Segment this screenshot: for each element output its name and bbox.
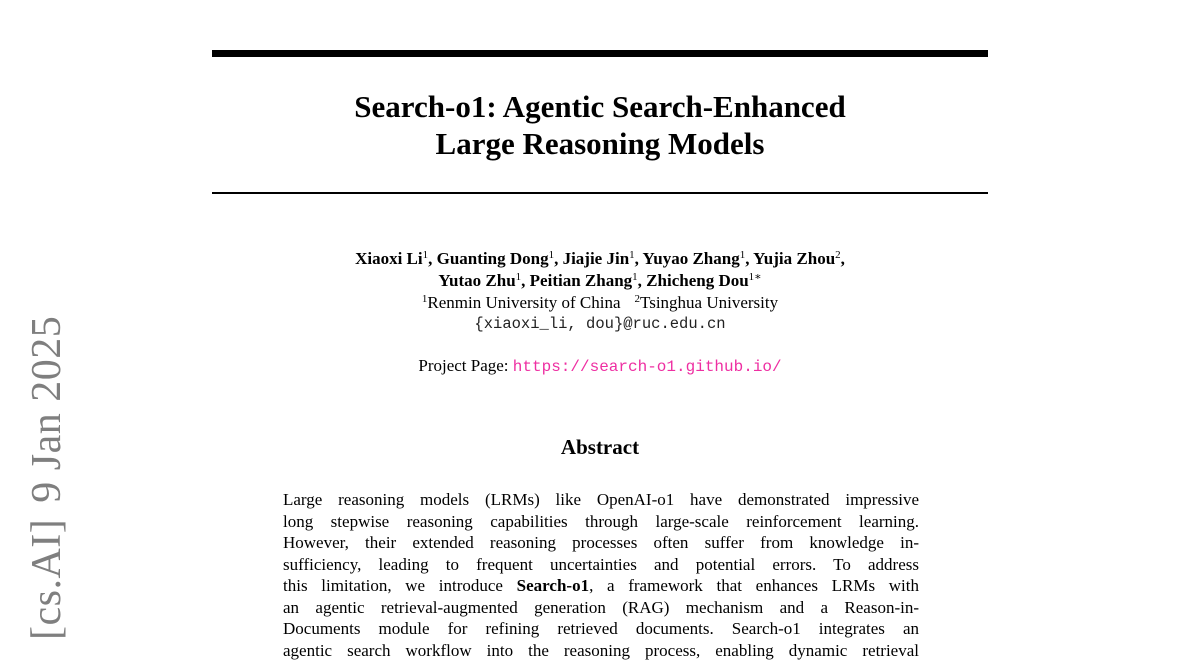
author-name: Jiajie Jin bbox=[563, 249, 630, 268]
affiliation-name: Tsinghua University bbox=[640, 293, 778, 312]
abstract-line: However, their extended reasoning processes often suffer from knowledge in- bbox=[283, 532, 919, 554]
author-affil-mark: 1∗ bbox=[749, 271, 762, 283]
arxiv-side-stamp bbox=[23, 316, 71, 640]
affiliation-mark: 1 bbox=[422, 293, 428, 305]
author-affil-mark: 1 bbox=[629, 249, 635, 261]
project-page bbox=[212, 356, 988, 376]
project-page-link[interactable]: https://search-o1.github.io/ bbox=[513, 358, 782, 376]
author-name: Zhicheng Dou bbox=[646, 271, 749, 290]
author-separator: , bbox=[554, 249, 563, 268]
affiliation-name: Renmin University of China bbox=[427, 293, 620, 312]
author-name: Peitian Zhang bbox=[530, 271, 633, 290]
author-name: Xiaoxi Li bbox=[355, 249, 423, 268]
author-affil-mark: 1 bbox=[549, 249, 555, 261]
contact-email: {xiaoxi_li, dou}@ruc.edu.cn bbox=[212, 315, 988, 333]
abstract-body bbox=[283, 489, 919, 661]
title-top-rule bbox=[212, 50, 988, 57]
arxiv-date: 9 Jan 2025 bbox=[24, 316, 70, 503]
author-separator: , bbox=[841, 249, 845, 268]
title-bottom-rule bbox=[212, 192, 988, 194]
author-affil-mark: 2 bbox=[835, 249, 841, 261]
author-line-2 bbox=[212, 270, 988, 292]
author-name: Yujia Zhou bbox=[753, 249, 835, 268]
author-name: Guanting Dong bbox=[437, 249, 549, 268]
author-separator: , bbox=[428, 249, 437, 268]
author-affil-mark: 1 bbox=[516, 271, 522, 283]
paper-title bbox=[212, 88, 988, 162]
project-page-label: Project Page: bbox=[418, 356, 508, 375]
author-separator: , bbox=[635, 249, 643, 268]
author-affil-mark: 1 bbox=[740, 249, 746, 261]
abstract-line: agentic search workflow into the reasoning process, enabling dynamic retrieval bbox=[283, 640, 919, 661]
abstract-line: Documents module for refining retrieved documents. Search-o1 integrates an bbox=[283, 618, 919, 640]
arxiv-category: [cs.AI] bbox=[24, 519, 70, 640]
abstract-line: long stepwise reasoning capabilities through large-scale reinforcement learning. bbox=[283, 511, 919, 533]
affiliation-mark: 2 bbox=[635, 293, 641, 305]
abstract-line: Large reasoning models (LRMs) like OpenAI-o1 have demonstrated impressive bbox=[283, 489, 919, 511]
title-line-2: Large Reasoning Models bbox=[212, 125, 988, 162]
author-affil-mark: 1 bbox=[632, 271, 638, 283]
author-line-1 bbox=[212, 248, 988, 270]
author-separator: , bbox=[745, 249, 753, 268]
author-list bbox=[212, 248, 988, 292]
title-line-1: Search-o1: Agentic Search-Enhanced bbox=[212, 88, 988, 125]
method-name-bold: Search-o1 bbox=[517, 576, 589, 595]
abstract-line: an agentic retrieval-augmented generation (RAG) mechanism and a Reason-in- bbox=[283, 597, 919, 619]
author-name: Yuyao Zhang bbox=[643, 249, 740, 268]
abstract-line: sufficiency, leading to frequent uncertainties and potential errors. To address bbox=[283, 554, 919, 576]
author-name: Yutao Zhu bbox=[438, 271, 515, 290]
affiliations bbox=[212, 292, 988, 314]
abstract-heading: Abstract bbox=[212, 435, 988, 460]
author-affil-mark: 1 bbox=[423, 249, 429, 261]
abstract-line: this limitation, we introduce Search-o1, a framework that enhances LRMs with bbox=[283, 575, 919, 597]
author-separator: , bbox=[521, 271, 530, 290]
author-separator: , bbox=[638, 271, 647, 290]
